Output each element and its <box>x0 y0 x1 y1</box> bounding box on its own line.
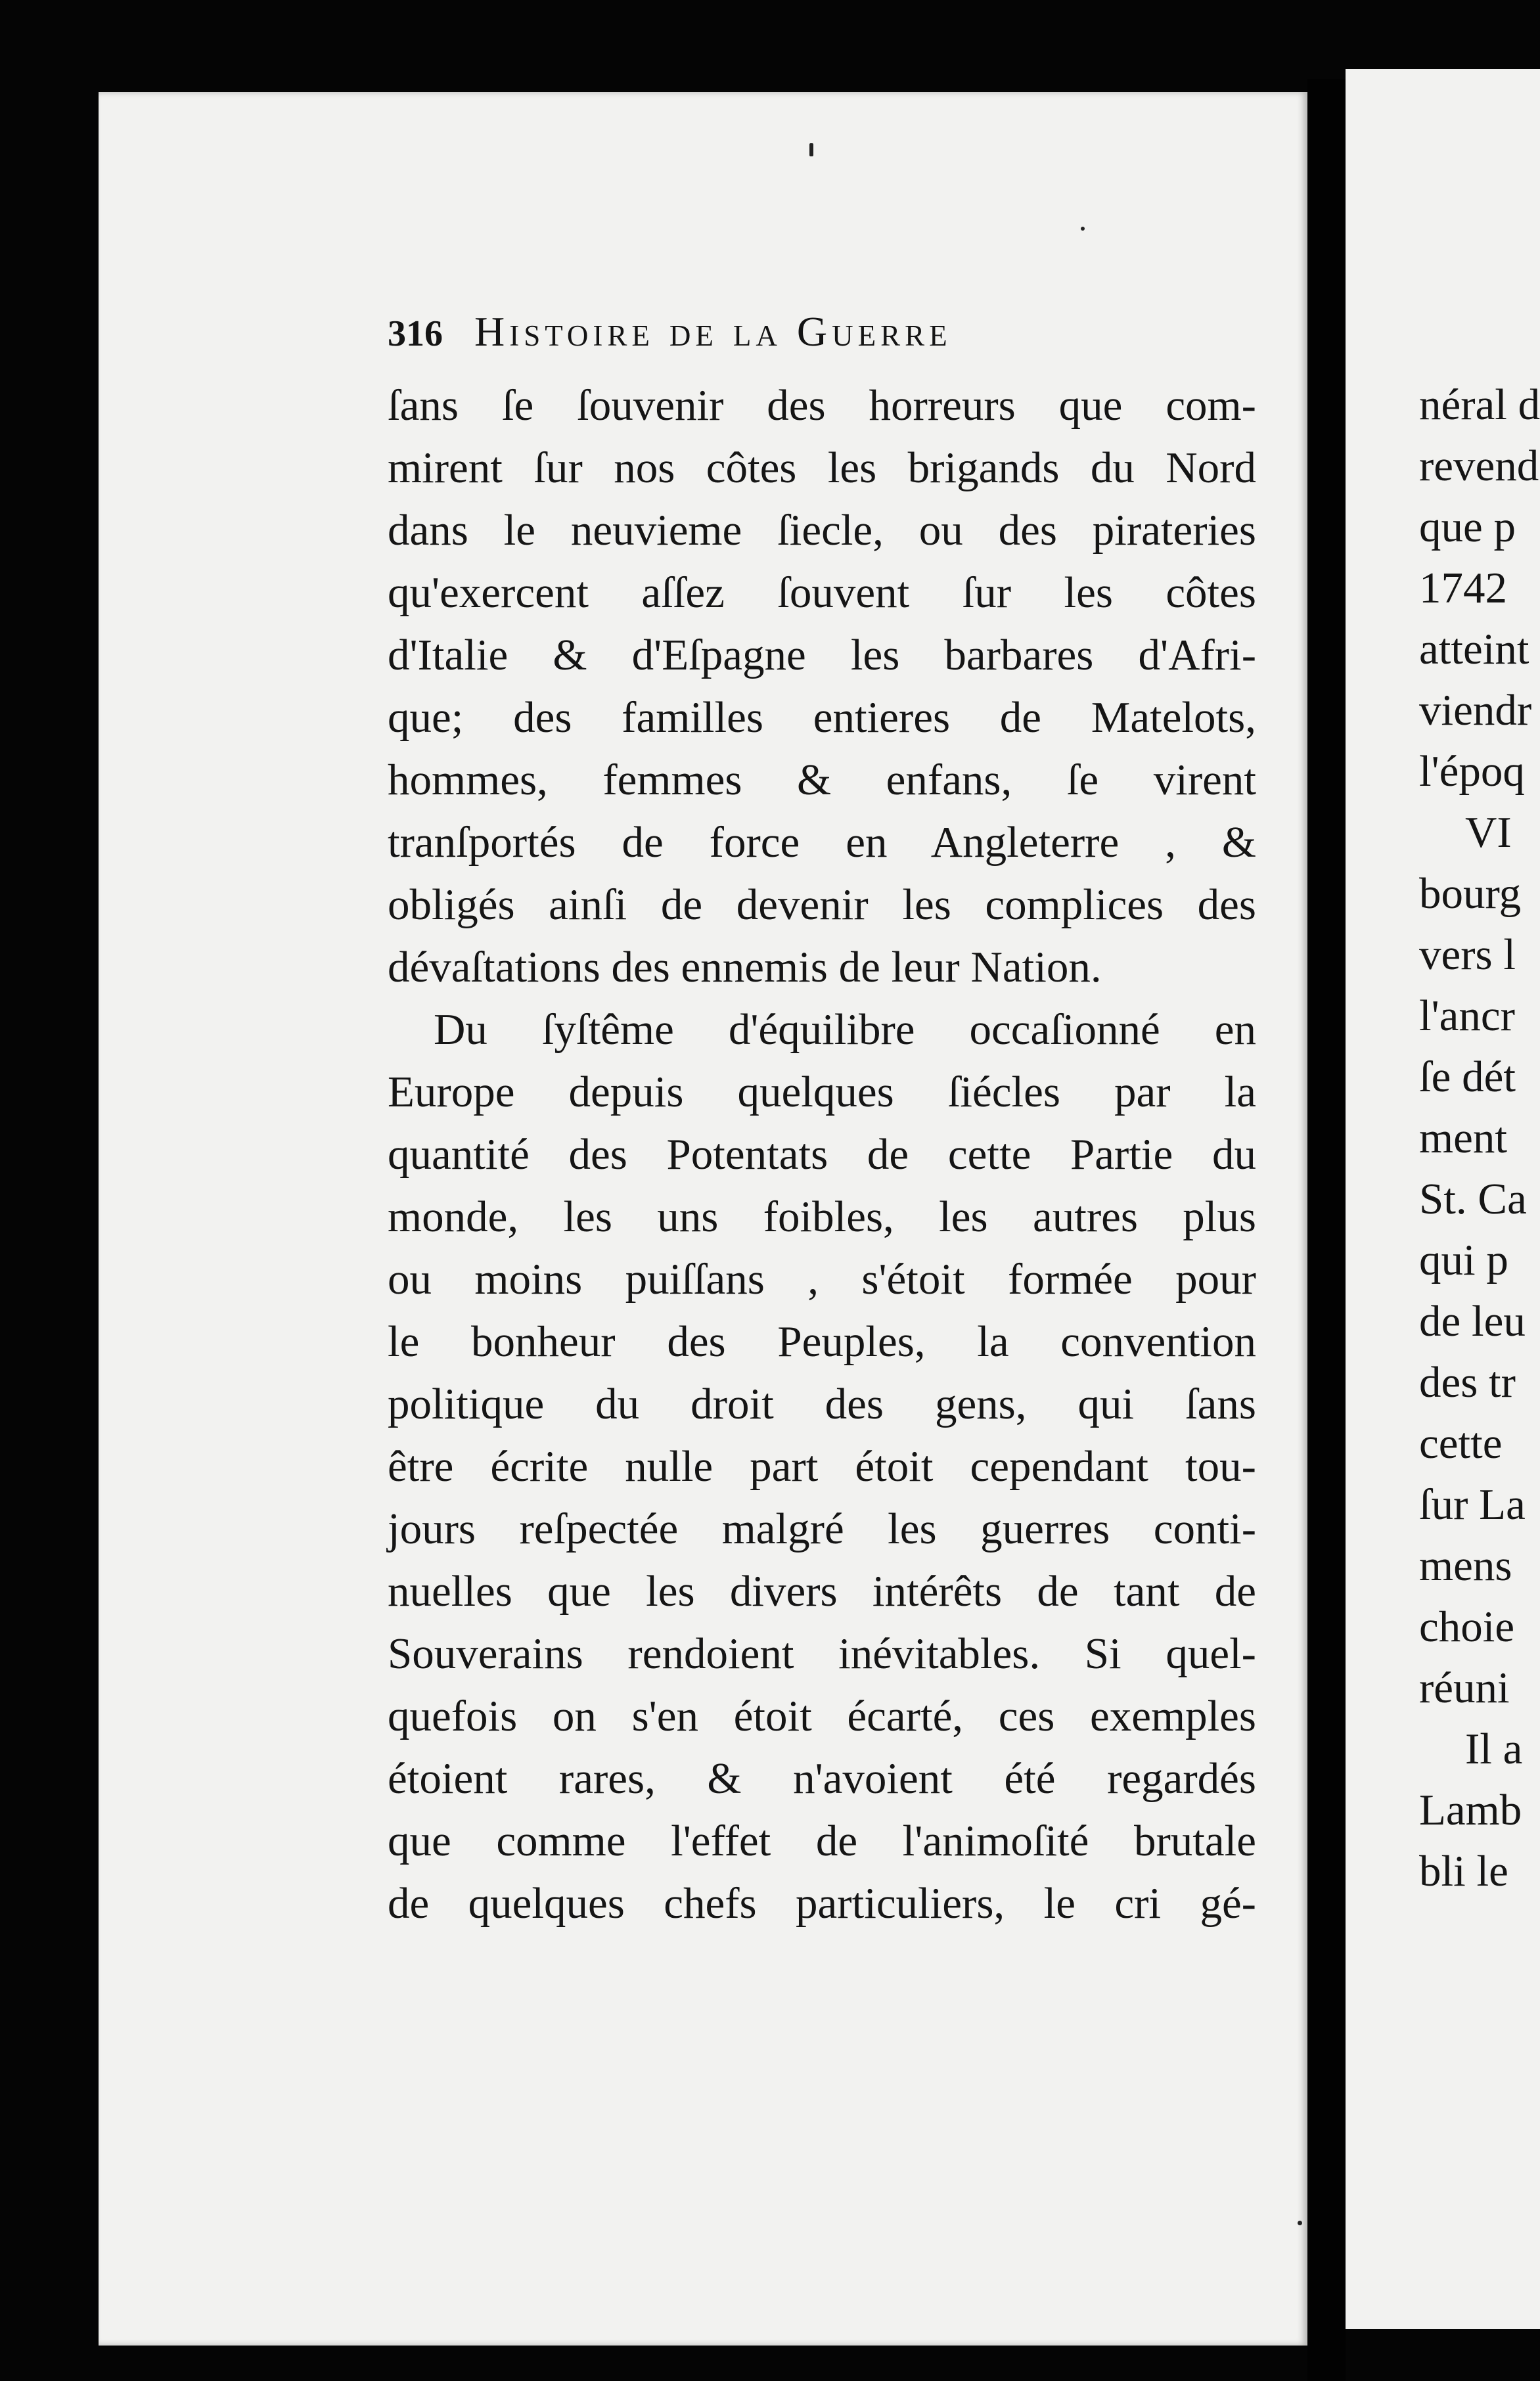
text-line: quefois on s'en étoit écarté, ces exemples <box>388 1692 1256 1740</box>
text-line: d'Italie & d'Eſpagne les barbares d'Afri- <box>388 631 1256 679</box>
text-line-fragment: mens <box>1419 1541 1512 1590</box>
text-line-fragment: de leu <box>1419 1297 1526 1346</box>
text-line-fragment: des tr <box>1419 1358 1516 1407</box>
text-line-fragment: choie <box>1419 1602 1515 1651</box>
text-line-fragment: l'époq <box>1419 747 1525 796</box>
text-line-fragment: ment <box>1419 1114 1507 1162</box>
text-line-fragment: 1742 <box>1419 564 1507 612</box>
running-head-title: Histoire de la Guerre <box>474 308 952 355</box>
text-line: politique du droit des gens, qui ſans <box>388 1380 1256 1428</box>
text-line: monde, les uns foibles, les autres plus <box>388 1192 1256 1241</box>
text-line-fragment: ſur La <box>1419 1480 1526 1529</box>
text-line: quantité des Potentats de cette Partie du <box>388 1130 1256 1179</box>
text-line-fragment: ſe dét <box>1419 1053 1516 1101</box>
text-line: que; des familles entieres de Matelots, <box>388 693 1256 742</box>
text-line-fragment: St. Ca <box>1419 1175 1527 1223</box>
text-line-fragment: viendr <box>1419 686 1532 735</box>
text-line-fragment: VI <box>1465 808 1512 857</box>
text-line: obligés ainſi de devenir les complices des <box>388 880 1256 929</box>
text-line: que comme l'effet de l'animoſité brutale <box>388 1817 1256 1865</box>
page-number: 316 <box>388 313 443 354</box>
left-page-body <box>388 374 1256 1935</box>
paragraph-first-line: Du ſyſtême d'équilibre occaſionné en <box>434 1005 1256 1054</box>
text-line-fragment: atteint <box>1419 625 1529 673</box>
text-line-fragment: bli le <box>1419 1847 1508 1895</box>
text-line: étoient rares, & n'avoient été regardés <box>388 1754 1256 1803</box>
book-gutter <box>1307 79 1346 2381</box>
text-line-fragment: néral d <box>1419 380 1540 429</box>
text-line: le bonheur des Peuples, la convention <box>388 1317 1256 1366</box>
ink-speck <box>1298 2221 1302 2225</box>
text-line: Europe depuis quelques ſiécles par la <box>388 1068 1256 1116</box>
text-line-fragment: bourg <box>1419 869 1522 918</box>
text-line-fragment: Lamb <box>1419 1786 1522 1834</box>
text-line: être écrite nulle part étoit cependant tou- <box>388 1442 1256 1491</box>
text-line: tranſportés de force en Angleterre , & <box>388 818 1256 867</box>
text-line: dans le neuvieme ſiecle, ou des pirateries <box>388 506 1256 555</box>
text-line: dévaſtations des ennemis de leur Nation. <box>388 943 1102 991</box>
text-line: ou moins puiſſans , s'étoit formée pour <box>388 1255 1256 1304</box>
ink-speck <box>1081 227 1085 231</box>
right-page-body-fragment <box>1419 374 1540 1902</box>
text-line: jours reſpectée malgré les guerres conti- <box>388 1505 1256 1553</box>
text-line-fragment: l'ancr <box>1419 991 1515 1040</box>
text-line-fragment: que p <box>1419 503 1516 551</box>
text-line-fragment: vers l <box>1419 930 1516 979</box>
text-line: qu'exercent aſſez ſouvent ſur les côtes <box>388 568 1256 617</box>
text-line: Souverains rendoient inévitables. Si quel- <box>388 1629 1256 1678</box>
text-line-fragment: qui p <box>1419 1236 1508 1284</box>
running-head <box>388 307 1261 356</box>
text-line-fragment: revend <box>1419 442 1539 490</box>
text-line-fragment: Il a <box>1465 1725 1523 1773</box>
text-line: mirent ſur nos côtes les brigands du Nord <box>388 443 1256 492</box>
text-line-fragment: réuni <box>1419 1664 1510 1712</box>
text-line: hommes, femmes & enfans, ſe virent <box>388 756 1256 804</box>
text-line: de quelques chefs particuliers, le cri gé- <box>388 1879 1256 1928</box>
ink-speck <box>809 143 813 156</box>
text-line: nuelles que les divers intérêts de tant de <box>388 1567 1256 1616</box>
text-line-fragment: cette <box>1419 1419 1503 1468</box>
text-line: ſans ſe ſouvenir des horreurs que com- <box>388 381 1256 430</box>
